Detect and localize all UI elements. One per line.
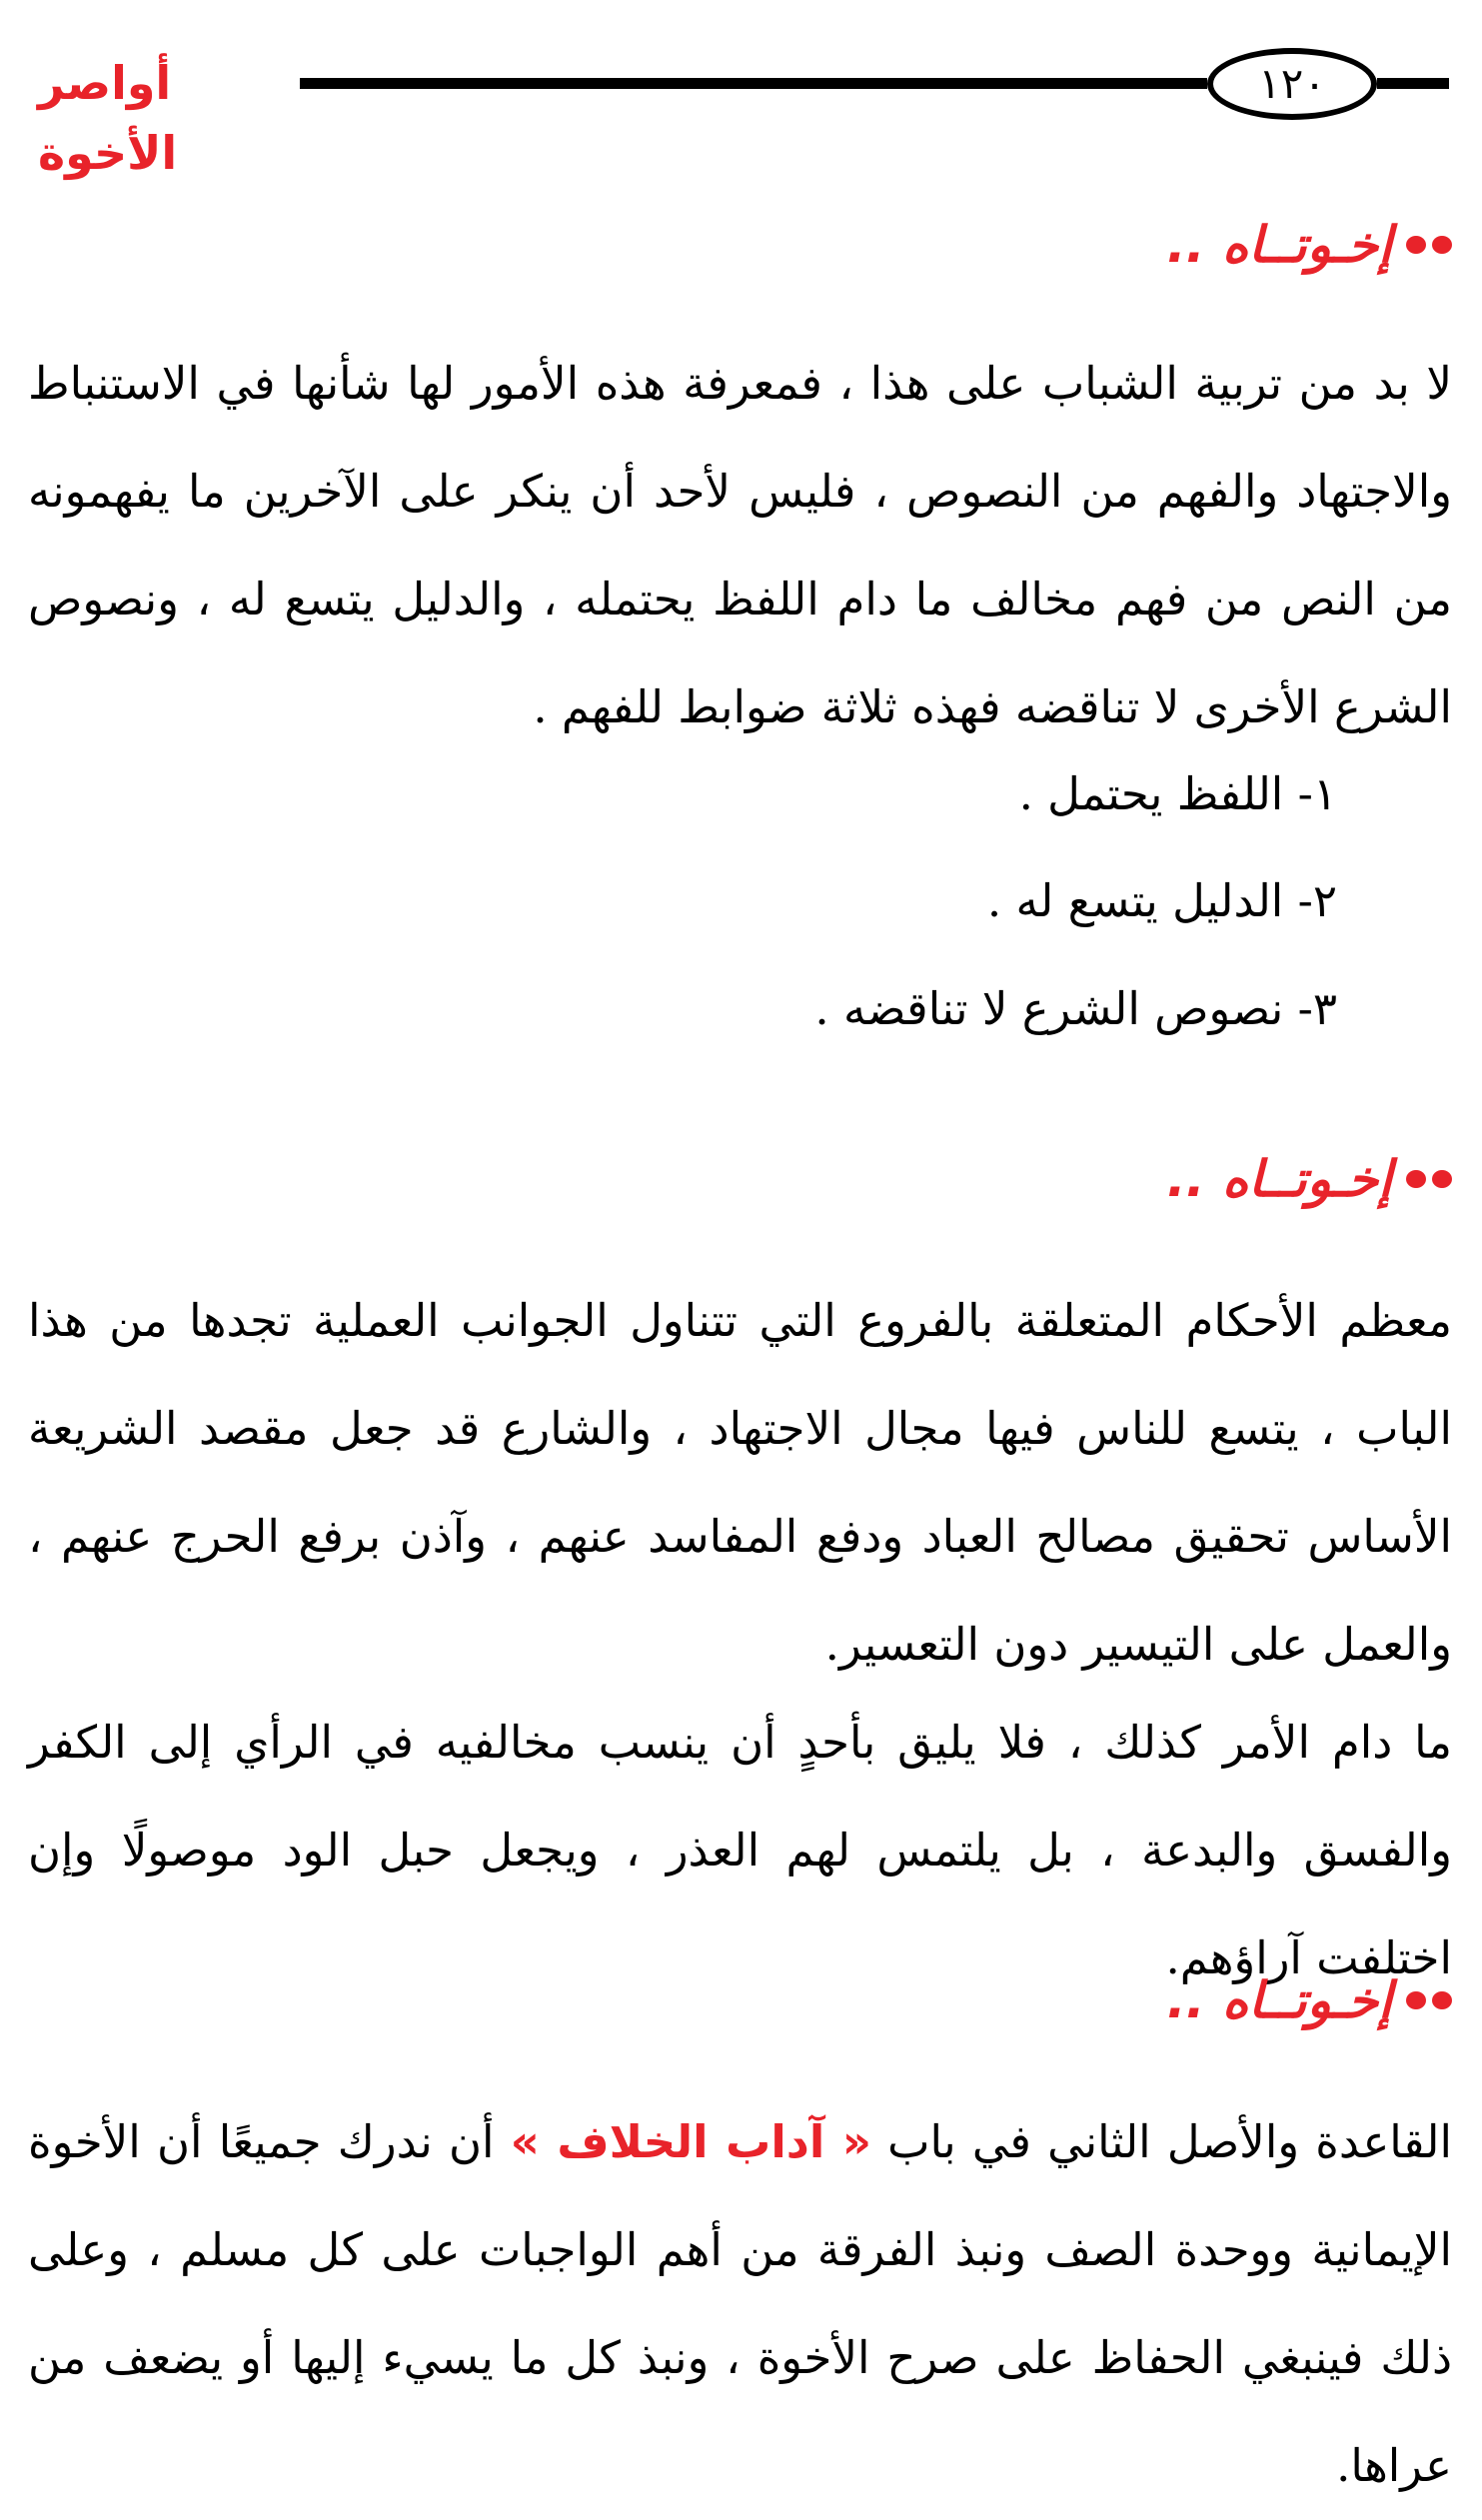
book-title: أواصر الأخوة: [38, 56, 178, 180]
paragraph-text: القاعدة والأصل الثاني في باب: [887, 2115, 1452, 2168]
page-header: [0, 0, 1482, 180]
body-paragraph: [28, 2088, 1452, 2520]
list-item: ١- اللفظ يحتمل .: [1018, 767, 1337, 820]
section-heading: [1167, 1960, 1452, 2040]
section-heading: [1167, 1139, 1452, 1219]
section-heading-text: إخـوتــاه ..: [1166, 1971, 1392, 2029]
section-heading-text: إخـوتــاه ..: [1166, 1150, 1392, 1208]
bullet-dots-icon: [1406, 1991, 1452, 2009]
section-heading-text: إخـوتــاه ..: [1166, 216, 1392, 274]
section-heading: [1167, 205, 1452, 285]
list-item: ٣- نصوص الشرع لا تناقضه .: [814, 982, 1337, 1035]
paragraph-text: أن ندرك جميعًا أن الأخوة الإيمانية ووحدة الصف ونبذ الفرقة من أهم الواجبات على كل مسلم ، وعلى ذلك فينبغي الحفاظ على صرح الأخوة ، ونبذ كل ما يسيء إليها أو يضعف من عراها.: [28, 2115, 1452, 2492]
body-paragraph: معظم الأحكام المتعلقة بالفروع التي تتناول الجوانب العملية تجدها من هذا الباب ، يتسع للناس فيها مجال الاجتهاد ، والشارع قد جعل مقصد الشريعة الأساس تحقيق مصالح العباد ودفع المفاسد عنهم ، وآذن برفع الحرج عنهم ، والعمل على التيسير دون التعسير.: [28, 1294, 1452, 1671]
list-item: ٢- الدليل يتسع له .: [986, 874, 1337, 927]
page-number-text: ١٢٠: [1258, 59, 1326, 108]
bullet-dots-icon: [1406, 1170, 1452, 1188]
page-number: [1207, 48, 1377, 120]
body-paragraph: ما دام الأمر كذلك ، فلا يليق بأحدٍ أن ينسب مخالفيه في الرأي إلى الكفر والفسق والبدعة ، بل يلتمس لهم العذر ، ويجعل حبل الود موصولًا وإن اختلفت آراؤهم.: [28, 1716, 1452, 1984]
header-rule: [1377, 78, 1449, 89]
body-paragraph: لا بد من تربية الشباب على هذا ، فمعرفة هذه الأمور لها شأنها في الاستنباط والاجتهاد والفهم من النصوص ، فليس لأحد أن ينكر على الآخرين ما يفهمونه من النص من فهم مخالف ما دام اللفظ يحتمله ، والدليل يتسع له ، ونصوص الشرع الأخرى لا تناقضه فهذه ثلاثة ضوابط للفهم .: [28, 357, 1452, 733]
header-rule: [300, 78, 1207, 89]
bullet-dots-icon: [1406, 236, 1452, 254]
highlight-title: « آداب الخلاف »: [510, 2115, 871, 2168]
